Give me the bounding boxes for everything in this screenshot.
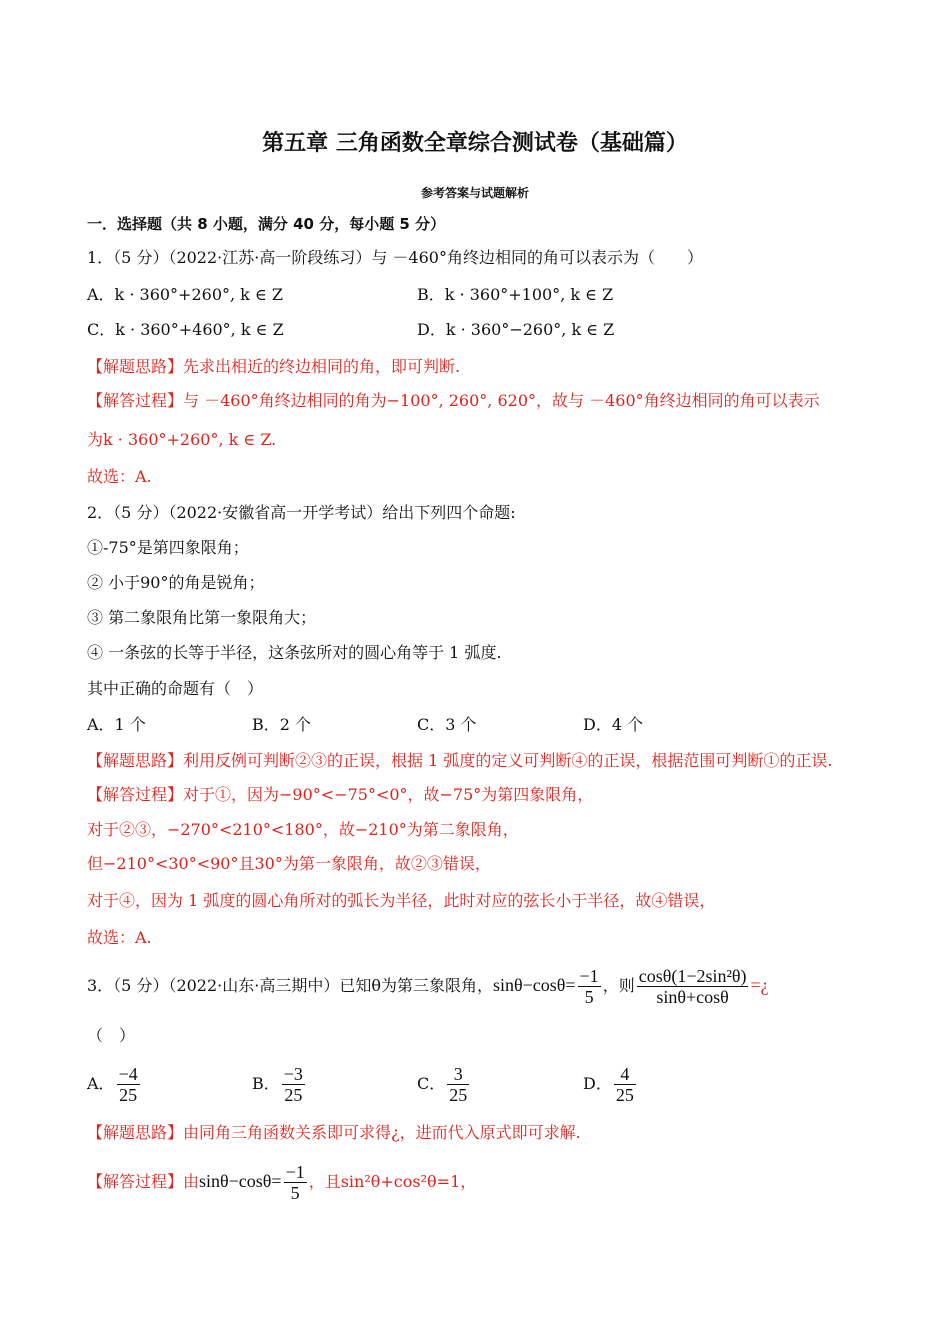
q3-expression-fraction — [637, 966, 749, 1007]
option-label: D． — [583, 1074, 612, 1093]
q3-process-condition: sinθ−cosθ= — [199, 1171, 282, 1191]
q2-proposition-4: ④ 一条弦的长等于半径，这条弦所对的圆心角等于 1 弧度. — [87, 643, 502, 662]
q2-stem: 2．（5 分）（2022·安徽省高一开学考试）给出下列四个命题: — [87, 503, 516, 522]
page-subtitle: 参考答案与试题解析 — [420, 186, 529, 200]
q3-equals: =¿ — [750, 975, 769, 995]
fraction-numerator: 4 — [614, 1064, 636, 1085]
q2-option-d: D．4 个 — [583, 715, 644, 734]
q2-process-line4: 对于④，因为 1 弧度的圆心角所对的弧长为半径，此时对应的弦长小于半径，故④错误， — [87, 891, 716, 910]
q3-option-a — [87, 1062, 142, 1106]
fraction-denominator: 25 — [449, 1085, 468, 1105]
fraction-numerator: −4 — [118, 1064, 138, 1084]
option-fraction — [614, 1064, 636, 1105]
option-label: A． — [87, 1074, 115, 1093]
option-fraction — [117, 1064, 140, 1105]
fraction-denominator: 5 — [290, 1183, 300, 1203]
q3-option-c — [417, 1062, 471, 1106]
q3-condition-fraction — [578, 966, 601, 1007]
q2-proposition-2: ② 小于90°的角是锐角； — [87, 573, 265, 592]
q2-process-line2: 对于②③，−270°<210°<180°，故−210°为第二象限角， — [87, 820, 519, 839]
fraction-denominator: 25 — [119, 1085, 138, 1105]
q2-proposition-1: ①-75°是第四象限角； — [87, 538, 249, 557]
fraction-numerator: −1 — [285, 1162, 305, 1182]
fraction-denominator: sinθ+cosθ — [656, 987, 729, 1007]
q1-option-a: A．k · 360°+260°, k ∈ Z — [87, 285, 283, 304]
q3-process-prefix: 【解答过程】由 — [87, 1172, 200, 1191]
q3-condition: sinθ−cosθ= — [492, 975, 576, 995]
q1-process-line1: 【解答过程】与 －460°角终边相同的角为−100°, 260°, 620°，故与 －460°角终边相同的角可以表示 — [87, 391, 820, 410]
page-title: 第五章 三角函数全章综合测试卷（基础篇） — [262, 131, 688, 156]
section-heading: 一．选择题（共 8 小题，满分 40 分，每小题 5 分） — [87, 215, 446, 233]
option-label: C． — [417, 1074, 446, 1093]
q2-option-a: A．1 个 — [87, 715, 146, 734]
option-label: B． — [252, 1074, 280, 1093]
q3-paren: （ ） — [87, 1026, 136, 1045]
fraction-numerator: −1 — [579, 966, 599, 986]
q3-process-fraction — [284, 1162, 307, 1203]
q3-option-d — [583, 1062, 638, 1106]
q1-option-b: B．k · 360°+100°, k ∈ Z — [417, 285, 614, 304]
q2-option-c: C．3 个 — [417, 715, 477, 734]
fraction-numerator: cosθ(1−2sin²θ) — [638, 966, 747, 986]
fraction-denominator: 25 — [284, 1085, 303, 1105]
q3-stem-text: 3．（5 分）（2022·山东·高三期中）已知θ为第三象限角， — [87, 976, 493, 995]
option-fraction — [447, 1064, 469, 1105]
q3-then: ，则 — [602, 976, 635, 995]
q2-answer: 故选：A. — [87, 928, 152, 947]
q1-stem: 1．（5 分）（2022·江苏·高一阶段练习）与 －460°角终边相同的角可以表示为（ ） — [87, 248, 703, 267]
q1-option-d: D．k · 360°−260°, k ∈ Z — [417, 320, 615, 339]
q2-proposition-3: ③ 第二象限角比第一象限角大； — [87, 608, 317, 627]
q3-process-suffix: ，且sin²θ+cos²θ=1， — [308, 1172, 477, 1191]
fraction-denominator: 5 — [584, 987, 594, 1007]
q2-idea: 【解题思路】利用反例可判断②③的正误，根据 1 弧度的定义可判断④的正误，根据范围可判断①的正误. — [87, 751, 833, 770]
q2-ask: 其中正确的命题有（ ） — [87, 679, 264, 698]
q3-option-b — [252, 1062, 307, 1106]
q2-process-line3: 但−210°<30°<90°且30°为第一象限角，故②③错误， — [87, 854, 491, 873]
fraction-numerator: −3 — [283, 1064, 303, 1084]
q1-answer: 故选：A. — [87, 467, 152, 486]
q2-process-line1: 【解答过程】对于①，因为−90°<−75°<0°，故−75°为第四象限角， — [87, 785, 594, 804]
q3-idea: 【解题思路】由同角三角函数关系即可求得¿，进而代入原式即可求解. — [87, 1123, 581, 1142]
option-fraction — [282, 1064, 305, 1105]
q1-process-line2: 为k · 360°+260°, k ∈ Z. — [87, 430, 277, 449]
q3-stem — [87, 962, 769, 1009]
fraction-denominator: 25 — [615, 1085, 634, 1105]
fraction-numerator: 3 — [447, 1064, 469, 1085]
q1-idea: 【解题思路】先求出相近的终边相同的角，即可判断. — [87, 357, 461, 376]
q1-option-c: C．k · 360°+460°, k ∈ Z — [87, 320, 284, 339]
q3-process-line1 — [87, 1158, 476, 1205]
q2-option-b: B．2 个 — [252, 715, 312, 734]
